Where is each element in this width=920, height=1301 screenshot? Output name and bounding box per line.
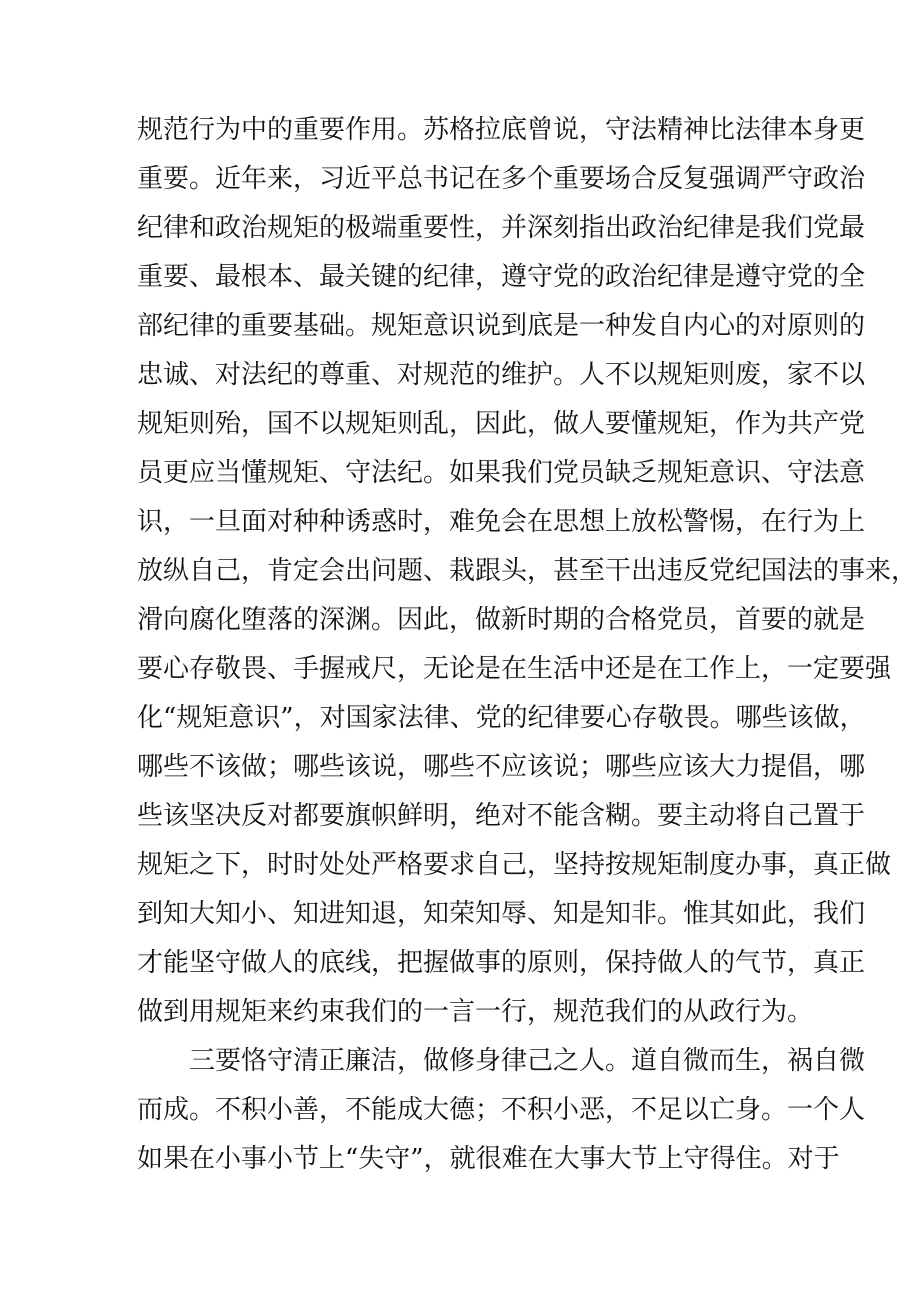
text-line: 部纪律的重要基础。规矩意识说到底是一种发自内心的对原则的 [137,311,866,341]
text-line: 员更应当懂规矩、守法纪。如果我们党员缺乏规矩意识、守法意 [137,458,866,488]
text-line: 如果在小事小节上“失守”，就很难在大事大节上守得住。对于 [137,1144,840,1174]
text-line: 些该坚决反对都要旗帜鲜明，绝对不能含糊。要主动将自己置于 [137,801,866,831]
text-line: 才能坚守做人的底线，把握做事的原则，保持做人的气节，真正 [137,948,866,978]
text-line: 而成。不积小善，不能成大德；不积小恶，不足以亡身。一个人 [137,1095,866,1125]
text-line: 要心存敬畏、手握戒尺，无论是在生活中还是在工作上，一定要强 [137,654,892,684]
text-line: 重要、最根本、最关键的纪律，遵守党的政治纪律是遵守党的全 [137,262,866,292]
text-line: 忠诚、对法纪的尊重、对规范的维护。人不以规矩则废，家不以 [137,360,866,390]
text-line: 放纵自己，肯定会出问题、栽跟头，甚至干出违反党纪国法的事来， [137,556,918,586]
text-line: 滑向腐化堕落的深渊。因此，做新时期的合格党员，首要的就是 [137,605,866,635]
text-line: 规矩之下，时时处处严格要求自己，坚持按规矩制度办事，真正做 [137,850,892,880]
text-line: 哪些不该做；哪些该说，哪些不应该说；哪些应该大力提倡，哪 [137,752,866,782]
text-line: 纪律和政治规矩的极端重要性，并深刻指出政治纪律是我们党最 [137,213,866,243]
text-line: 做到用规矩来约束我们的一言一行，规范我们的从政行为。 [137,997,814,1027]
text-line: 规矩则殆，国不以规矩则乱，因此，做人要懂规矩，作为共产党 [137,409,866,439]
text-line: 重要。近年来，习近平总书记在多个重要场合反复强调严守政治 [137,164,866,194]
paragraph-start-line: 三要恪守清正廉洁，做修身律己之人。道自微而生，祸自微 [189,1046,866,1076]
text-line: 化“规矩意识”，对国家法律、党的纪律要心存敬畏。哪些该做， [137,703,866,733]
text-line: 规范行为中的重要作用。苏格拉底曾说，守法精神比法律本身更 [137,115,866,145]
text-line: 识，一旦面对种种诱惑时，难免会在思想上放松警惕，在行为上 [137,507,866,537]
text-line: 到知大知小、知进知退，知荣知辱、知是知非。惟其如此，我们 [137,899,866,929]
